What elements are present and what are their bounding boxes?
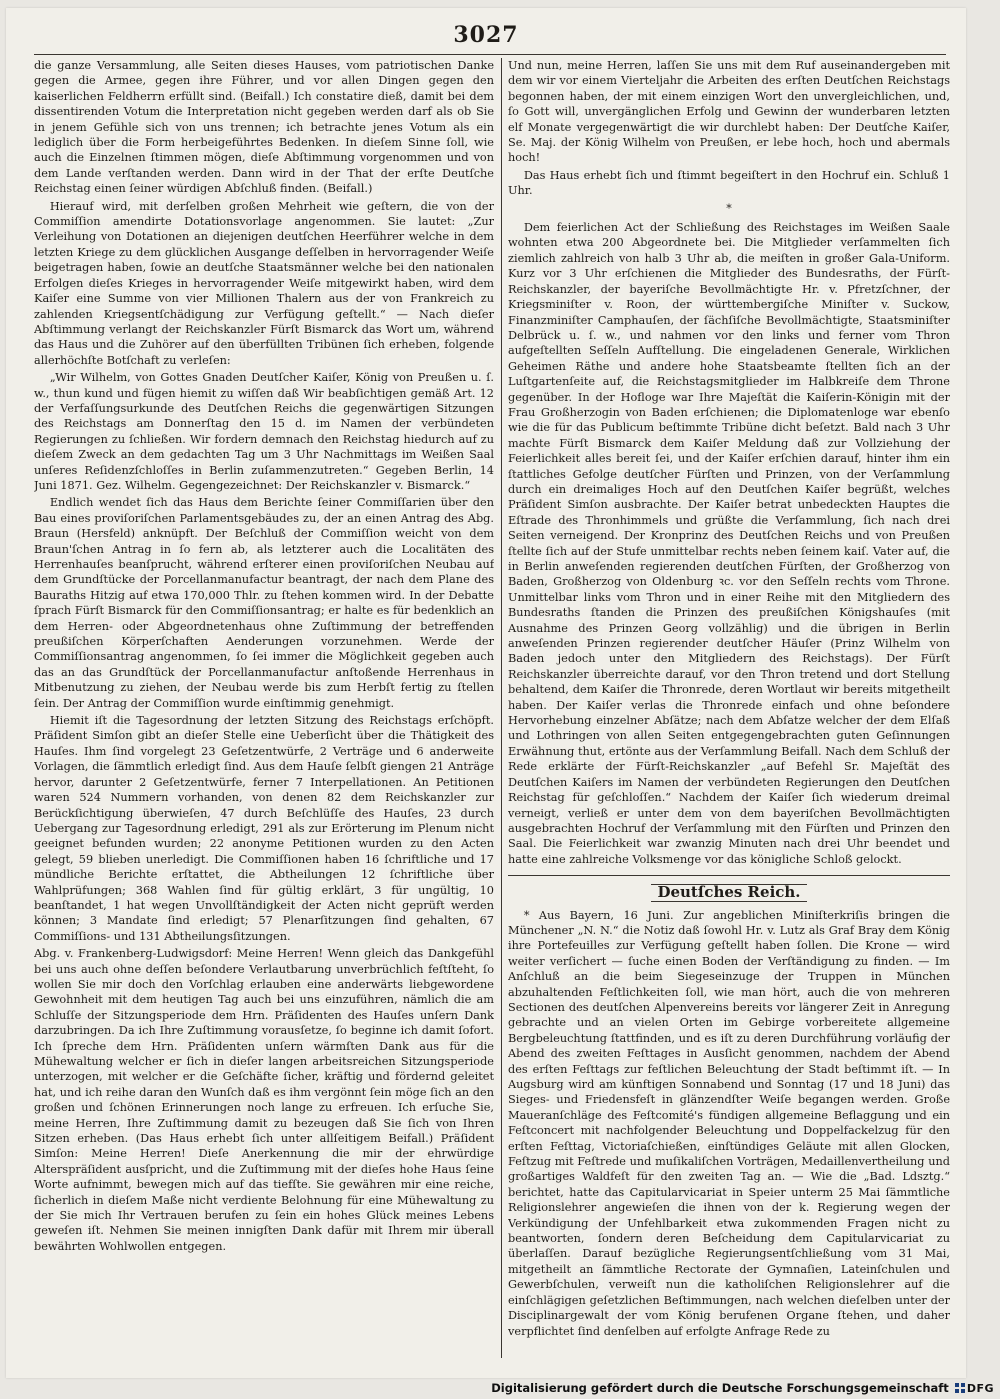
right-column (508, 58, 950, 1368)
article-paragraph: Hierauf wird, mit derſelben großen Mehrheit wie geſtern, die von der Commiſſion amendirte Dotationsvorlage angenommen. Sie lautet: „Zur Verleihung von Dotationen an diejenigen deutſchen Heerführer welche in dem letzten Kriege zu dem glücklichen Ausgange deſſelben in hervorragender Weiſe beigetragen haben, ſowie an deutſche Staatsmänner welche bei den nationalen Erfolgen dieſes Krieges in hervorragender Weiſe mitgewirkt haben, wird dem Kaiſer eine Summe von vier Millionen Thalern aus der von Frankreich zu zahlenden Kriegsentſchädigung zur Verfügung geſtellt.“ — Nach dieſer Abſtimmung verlangt der Reichskanzler Fürſt Bismarck das Wort um, während das Haus und die Zuhörer auf den überfüllten Tribünen ſich erheben, folgende allerhöchſte Botſchaft zu verleſen: (34, 199, 494, 367)
speech-paragraph: Abg. v. Frankenberg-Ludwigsdorf: Meine Herren! Wenn gleich das Dankgefühl bei uns auch ohne deſſen beſondere Verlautbarung unverbrüchlich feſtſteht, ſo wollen Sie mir doch den Vorſchlag erlauben eine anderwärts liebgewordene Gewohnheit mit dem heutigen Tag auch bei uns einzuführen, nämlich die am Schluſſe der Sitzungsperiode dem Hrn. Präſidenten des Hauſes unſern Dank darzubringen. Da ich Ihre Zuſtimmung vorausſetze, ſo beginne ich damit ſofort. Ich ſpreche dem Hrn. Präſidenten unſern wärmſten Dank aus für die Mühewaltung welcher er ſich in dieſer langen arbeitsreichen Sitzungsperiode unterzogen, mit welcher er die Geſchäfte ſicher, kräftig und fördernd geleitet hat, und ich reihe daran den Wunſch daß es ihm vergönnt ſein möge ſich an den großen und ſchönen Erinnerungen noch lange zu erfreuen. Ich erſuche Sie, meine Herren, Ihre Zuſtimmung damit zu bezeugen daß Sie ſich von Ihren Sitzen erheben. (Das Haus erhebt ſich unter allſeitigem Beifall.) Präſident Simſon: Meine Herren! Dieſe Anerkennung die mir der ehrwürdige Alterspräſident ausſpricht, und die Zuſtimmung mit der dieſes hohe Haus ſeine Worte aufnimmt, bewegen mich auf das tiefſte. Sie gewähren mir eine reiche, ſicherlich in dieſem Maße nicht verdiente Belohnung für eine Mühewaltung zu der Sie mich Ihr Vertrauen berufen zu ſein ein hohes Glück meines Lebens geweſen iſt. Nehmen Sie meinen innigſten Dank dafür mit Ihrem mir überall bewährten Wohlwollen entgegen. (34, 947, 494, 1253)
dfg-logo-text: DFG (966, 1381, 994, 1395)
section-heading-text: Deutſches Reich. (651, 884, 806, 901)
imperial-message-paragraph: „Wir Wilhelm, von Gottes Gnaden Deutſcher Kaiſer, König von Preußen u. ſ. w., thun kund und fügen hiemit zu wiſſen daß Wir beabſichtigen gemäß Art. 12 der Verfaſſungsurkunde des Deutſchen Reichs die gegenwärtigen Sitzungen des Reichstags am Donnerſtag den 15 d. im Namen der verbündeten Regierungen zu ſchließen. Wir fordern demnach den Reichstag hiedurch auf zu dieſem Zweck an dem gedachten Tag um 3 Uhr Nachmittags im Weißen Saal unſeres Reſidenzſchloſſes in Berlin zuſammenzutreten.“ Gegeben Berlin, 14 Juni 1871. Gez. Wilhelm. Gegengezeichnet: Der Reichskanzler v. Bismarck.“ (34, 371, 494, 492)
news-paragraph: * Aus Bayern, 16 Juni. Zur angeblichen Miniſterkriſis bringen die Münchener „N. N.“ die Notiz daß ſowohl Hr. v. Lutz als Graf Bray dem König ihre Portefeuilles zur Verfügung geſtellt haben ſollen. Die Krone — wird weiter verſichert — ſuche einen Boden der Verſtändigung zu finden. — Im Anſchluß an die beim Siegeseinzuge der Truppen in München abzuhaltenden Feſtlichkeiten ſoll, wie man hört, auch die von mehreren Sectionen des deutſchen Alpenvereins bereits vor längerer Zeit in Anregung gebrachte und an vielen Orten im Gebirge vorbereitete allgemeine Bergbeleuchtung ſtattfinden, und es iſt zu deren Durchführung vorläufig der Abend des zweiten Feſttages in Ausſicht genommen, nachdem der Abend des erſten Feſttags zur feſtlichen Beleuchtung der Stadt beſtimmt iſt. — In Augsburg wird am künftigen Sonnabend und Sonntag (17 und 18 Juni) das Sieges- und Friedensfeſt in glänzendſter Weiſe begangen werden. Große Maueranſchläge des Feſtcomité's fündigen allgemeine Beflaggung und ein Feſtconcert mit nachfolgender Beleuchtung und Doppelfackelzug für den erſten Feſttag, Victoriaſchießen, einſtündiges Geläute mit allen Glocken, Feſtzug mit Feſtrede und muſikaliſchen Vorträgen, Medaillenvertheilung und großartiges Waldfeſt für den zweiten Tag an. — Wie die „Bad. Ldsztg.“ berichtet, hatte das Capitularvicariat in Speier unterm 25 Mai ſämmtliche Religionslehrer angewieſen die ihnen von der k. Regierung wegen der Verkündigung der Unfehlbarkeit etwa zukommenden Fragen nicht zu beantworten, ſondern deren Beſcheidung dem Capitularvicariat zu überlaſſen. Darauf bezügliche Regierungsentſchließung vom 31 Mai, mitgetheilt an ſämmtliche Rectorate der Gymnaſien, Lateinſchulen und Gewerbſchulen, verweiſt nun die katholiſchen Religionslehrer auf die einſchlägigen geſetzlichen Beſtimmungen, nach welchen dieſelben unter der Disciplinargewalt der vom König berufenen Organe ſtehen, und daher verpflichtet ſind denſelben auf erfolgte Anfrage Rede zu (508, 908, 950, 1338)
section-asterism: * (726, 201, 732, 215)
ceremony-paragraph: Dem feierlichen Act der Schließung des Reichstages im Weißen Saale wohnten etwa 200 Abgeordnete bei. Die Mitglieder verſammelten ſich ziemlich zahlreich von halb 3 Uhr ab, die meiſten in großer Gala-Uniform. Kurz vor 3 Uhr erſchienen die Mitglieder des Bundesraths, der Fürſt-Reichskanzler, der bayeriſche Bevollmächtigte Hr. v. Pfretzſchner, der Kriegsminiſter v. Roon, der württembergiſche Miniſter v. Suckow, Finanzminiſter Camphauſen, der ſächſiſche Bevollmächtigte, Staatsminiſter Delbrück u. ſ. w., und nahmen vor den links und ferner vom Thron aufgeſtellten Seſſeln Aufſtellung. Die eingeladenen Generale, Wirklichen Geheimen Räthe und andere hohe Staatsbeamte ſtellten ſich an der Luſtgartenſeite auf, die Reichstagsmitglieder im Halbkreiſe dem Throne gegenüber. In der Hofloge war Ihre Majeſtät die Kaiſerin-Königin mit der Frau Großherzogin von Baden erſchienen; die Diplomatenloge war ebenſo wie die für das Publicum beſtimmte Tribüne dicht beſetzt. Bald nach 3 Uhr machte Fürſt Bismarck dem Kaiſer Meldung daß zur Vollziehung der Feierlichkeit alles bereit ſei, und der Kaiſer erſchien darauf, hinter ihm ein ſtattliches Gefolge deutſcher Fürſten und Prinzen, von der Verſammlung durch ein dreimaliges Hoch auf den Deutſchen Kaiſer begrüßt, welches Präſident Simſon ausbrachte. Der Kaiſer betrat unbedeckten Hauptes die Eſtrade des Thronhimmels und grüßte die Verſammlung, ſich nach drei Seiten verneigend. Der Kronprinz des Deutſchen Reichs und von Preußen ſtellte ſich auf der Stufe unmittelbar rechts neben ſeinem kaiſ. Vater auf, die in Berlin anweſenden regierenden deutſchen Fürſten, der Großherzog von Baden, Großherzog von Oldenburg ꝛc. vor den Seſſeln rechts vom Throne. Unmittelbar links vom Thron und in einer Reihe mit den Mitgliedern des Bundesraths ſtanden die Prinzen des preußiſchen Königshauſes (mit Ausnahme des Prinzen Georg vollzählig) und die übrigen in Berlin anweſenden Prinzen regierender deutſcher Häuſer (Prinz Wilhelm von Baden jedoch unter den Mitgliedern des Reichstags). Der Fürſt Reichskanzler überreichte darauf, vor den Thron tretend und dort Stellung behaltend, dem Kaiſer die Thronrede, deren Wortlaut wir bereits mitgetheilt haben. Der Kaiſer verlas die Thronrede einfach und ohne beſondere Hervorhebung einzelner Abſätze; nach dem Abſatze welcher der dem Elſaß und Lothringen von allen Seiten entgegengebrachten guten Geſinnungen Erwähnung thut, ertönte aus der Verſammlung Beifall. Nach dem Schluß der Rede erklärte der Fürſt-Reichskanzler „auf Befehl Sr. Majeſtät des Deutſchen Kaiſers im Namen der verbündeten Regierungen den Deutſchen Reichstag für geſchloſſen.“ Nachdem der Kaiſer ſich wiederum dreimal verneigt, verließ er unter dem von dem bayeriſchen Bevollmächtigten ausgebrachten Hochruf der Verſammlung mit den Fürſten und Prinzen den Saal. Die Feierlichkeit war zwanzig Minuten nach drei Uhr beendet und hatte eine zahlreiche Volksmenge vor das königliche Schloß gelockt. (508, 221, 950, 866)
dfg-logo-icon (955, 1383, 965, 1393)
article-paragraph: die ganze Versammlung, alle Seiten dieses Hauses, vom patriotischen Danke gegen die Armee, gegen ihre Führer, und vor allen Dingen gegen den kaiserlichen Feldherrn erfüllt sind. (Beifall.) Ich constatire dieß, damit bei dem dissentirenden Votum die Interpretation nicht gegeben werden darf als ob Sie in jenem Gefühle sich von uns trennen; ich betrachte jenes Votum als ein lediglich über die Form herbeigeführtes Bedenken. In dieſem Sinne ſoll, wie auch die Einzelnen ſtimmen mögen, dieſe Abſtimmung vorgenommen und von dem Lande verſtanden werden. Dann wird in der That der erſte Deutſche Reichstag einen ſeiner würdigen Abſchluß finden. (Beifall.) (34, 59, 494, 196)
article-paragraph: Hiemit iſt die Tagesordnung der letzten Sitzung des Reichstags erſchöpft. Präſident Simſon gibt an dieſer Stelle eine Ueberſicht über die Thätigkeit des Hauſes. Ihm ſind vorgelegt 23 Geſetzentwürfe, 2 Verträge und 6 anderweite Vorlagen, die ſämmtlich erledigt ſind. Aus dem Hauſe ſelbſt giengen 21 Anträge hervor, darunter 2 Geſetzentwürfe, ferner 7 Interpellationen. An Petitionen waren 524 Nummern vorhanden, von denen 82 dem Reichskanzler zur Berückſichtigung überwieſen, 47 durch Beſchlüſſe des Hauſes, 23 durch Uebergang zur Tagesordnung erledigt, 291 als zur Erörterung im Plenum nicht geeignet befunden wurden; 22 anonyme Petitionen wurden zu den Acten gelegt, 59 blieben unerledigt. Die Commiſſionen haben 16 ſchriftliche und 17 mündliche Berichte erſtattet, die Abtheilungen 12 ſchriftliche über Wahlprüfungen; 368 Wahlen ſind für gültig erklärt, 3 für ungültig, 10 beanſtandet, 1 hat wegen Unvollſtändigkeit der Acten nicht geprüft werden können; 3 Mandate ſind erledigt; 57 Plenarſitzungen ſind gehalten, 67 Commiſſions- und 131 Abtheilungsſitzungen. (34, 714, 494, 943)
section-heading (508, 875, 950, 901)
article-paragraph: Endlich wendet ſich das Haus dem Berichte ſeiner Commiſſarien über den Bau eines proviſoriſchen Parlamentsgebäudes zu, der an einen Antrag des Abg. Braun (Hersfeld) anknüpft. Der Beſchluß der Commiſſion weicht von dem Braun'ſchen Antrag in ſo fern ab, als letzterer auch die Localitäten des Herrenhauſes beanſprucht, während erſterer einen proviſoriſchen Neubau auf dem Grundſtücke der Porcellanmanufactur beantragt, der nach dem Plane des Bauraths Hitzig auf etwa 170,000 Thlr. zu ſtehen kommen wird. In der Debatte ſprach Fürſt Bismarck für den Commiſſionsantrag; er halte es für bedenklich an dem Herren- oder Abgeordnetenhaus ohne Zuſtimmung der betreffenden preußiſchen Körperſchaften Aenderungen vorzunehmen. Werde der Commiſſionsantrag angenommen, ſo ſei immer die Möglichkeit gegeben auch das an das Grundſtück der Porcellanmanufactur anſtoßende Herrenhaus in Mitbenutzung zu ziehen, der Neubau werde bis zum Herbſt fertig zu ſtellen ſein. Der Antrag der Commiſſion wurde einſtimmig genehmigt. (34, 496, 494, 710)
newspaper-page (6, 8, 966, 1378)
left-column (34, 58, 494, 1368)
article-paragraph: Das Haus erhebt ſich und ſtimmt begeiſtert in den Hochruf ein. Schluß 1 Uhr. (508, 168, 950, 198)
header-rule (34, 54, 946, 55)
dfg-logo (955, 1382, 994, 1395)
digitization-footer (491, 1379, 994, 1397)
column-divider (501, 58, 502, 1358)
article-paragraph: Und nun, meine Herren, laſſen Sie uns mit dem Ruf auseinandergeben mit dem wir vor einem Vierteljahr die Arbeiten des erſten Deutſchen Reichstags begonnen haben, der mit einem einzigen Wort den unvergleichlichen, und, ſo Gott will, unvergänglichen Erfolg und Gewinn der wunderbaren letzten elf Monate vergegenwärtigt die wir durchlebt haben: Der Deutſche Kaiſer, Se. Maj. der König Wilhelm von Preußen, er lebe hoch, hoch und abermals hoch! (508, 59, 950, 165)
page-number: 3027 (453, 22, 519, 48)
footer-credit: Digitalisierung gefördert durch die Deutsche Forschungsgemeinschaft (491, 1381, 949, 1395)
